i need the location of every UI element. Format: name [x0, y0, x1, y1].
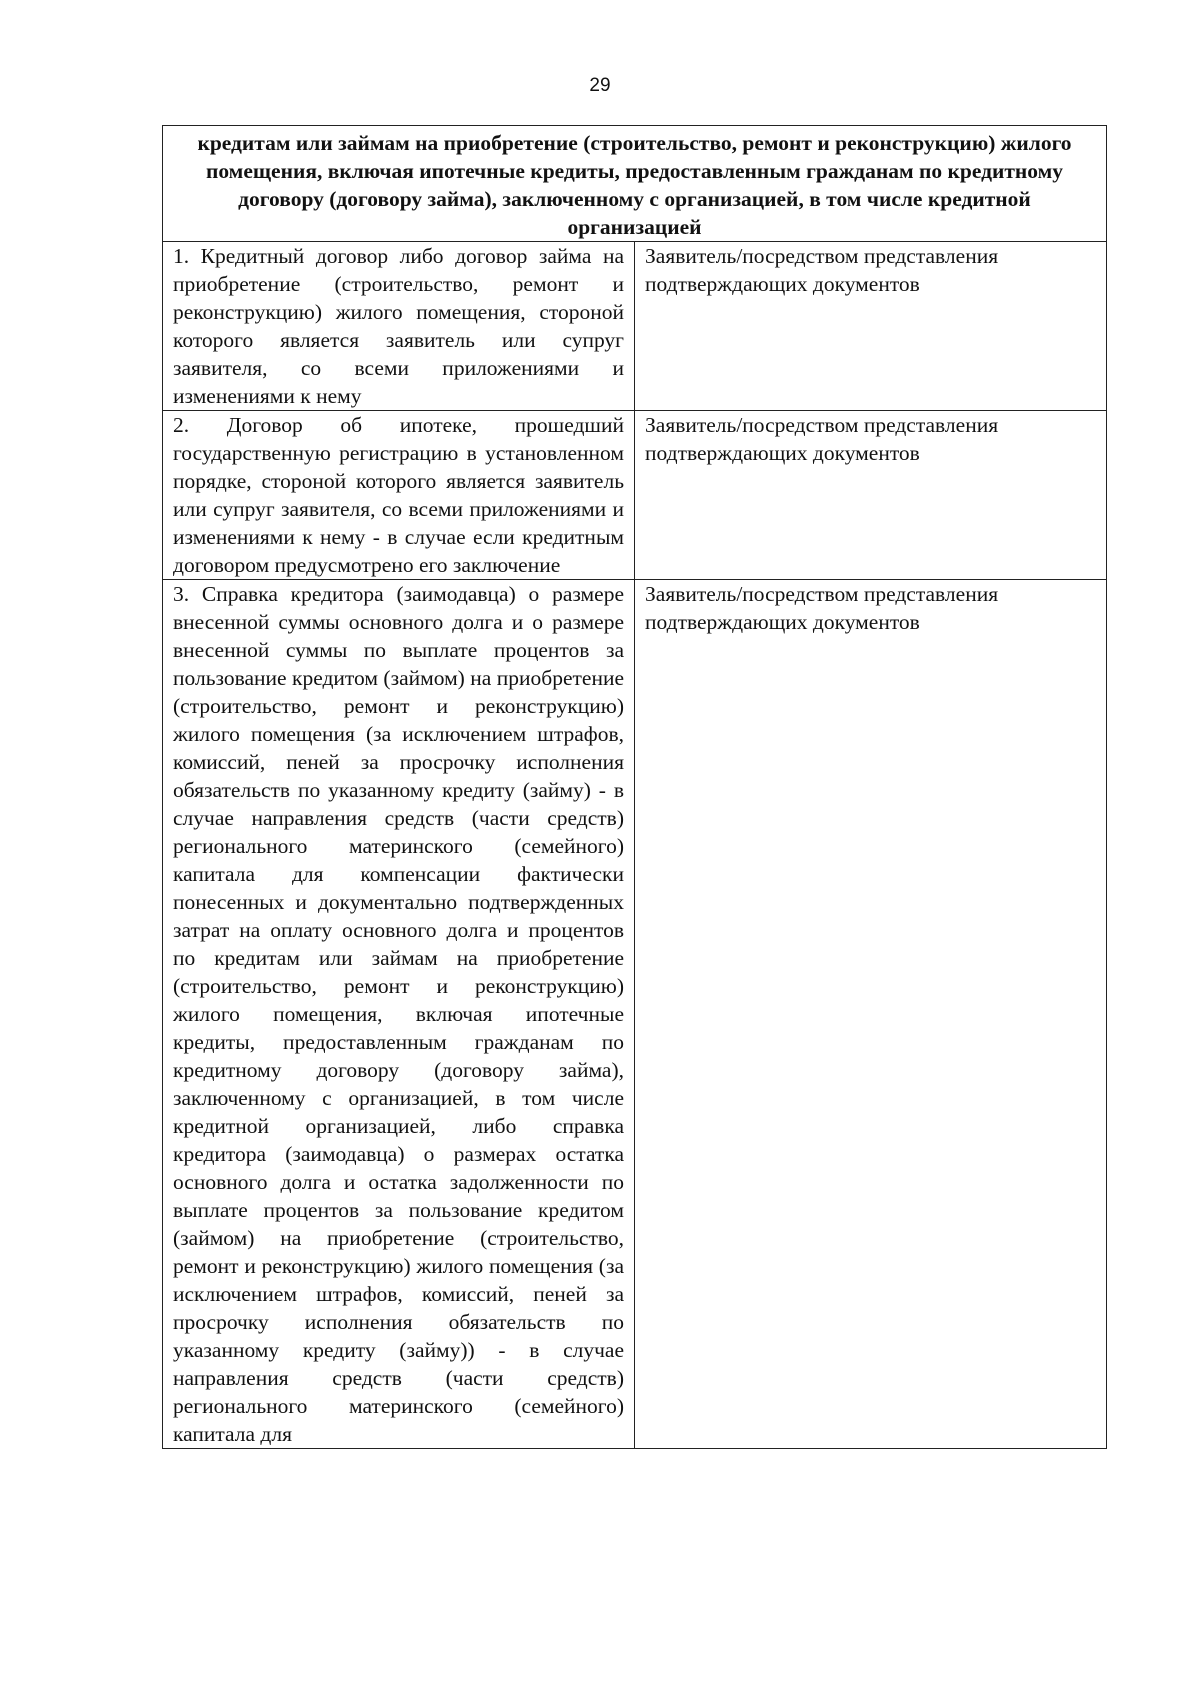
table-row	[163, 580, 1107, 1449]
source-cell: Заявитель/посредством представления подтверждающих документов	[635, 242, 1107, 411]
document-cell: 2. Договор об ипотеке, прошедший государственную регистрацию в установленном порядке, стороной которого является заявитель или супруг заявителя, со всеми приложениями и изменениями к нему - в случае если кредитным договором предусмотрено его заключение	[163, 411, 635, 580]
document-cell: 3. Справка кредитора (заимодавца) о размере внесенной суммы основного долга и о размере внесенной суммы по выплате процентов за пользование кредитом (займом) на приобретение (строительство, ремонт и реконструкцию) жилого помещения (за исключением штрафов, комиссий, пеней за просрочку исполнения обязательств по указанному кредиту (займу) - в случае направления средств (части средств) регионального материнского (семейного) капитала для компенсации фактически понесенных и документально подтвержденных затрат на оплату основного долга и процентов по кредитам или займам на приобретение (строительство, ремонт и реконструкцию) жилого помещения, включая ипотечные кредиты, предоставленным гражданам по кредитному договору (договору займа), заключенному с организацией, в том числе кредитной организацией, либо справка кредитора (заимодавца) о размерах остатка основного долга и остатка задолженности по выплате процентов за пользование кредитом (займом) на приобретение (строительство, ремонт и реконструкцию) жилого помещения (за исключением штрафов, комиссий, пеней за просрочку исполнения обязательств по указанному кредиту (займу)) - в случае направления средств (части средств) регионального материнского (семейного) капитала для	[163, 580, 635, 1449]
document-cell: 1. Кредитный договор либо договор займа на приобретение (строительство, ремонт и реконструкцию) жилого помещения, стороной которого является заявитель или супруг заявителя, со всеми приложениями и изменениями к нему	[163, 242, 635, 411]
source-cell: Заявитель/посредством представления подтверждающих документов	[635, 580, 1107, 1449]
page-number: 29	[589, 75, 611, 96]
table-row	[163, 411, 1107, 580]
source-cell: Заявитель/посредством представления подтверждающих документов	[635, 411, 1107, 580]
table-section-heading: кредитам или займам на приобретение (строительство, ремонт и реконструкцию) жилого помещения, включая ипотечные кредиты, предоставленным гражданам по кредитному договору (договору займа), заключенному с организацией, в том числе кредитной организацией	[163, 126, 1107, 242]
table-row	[163, 242, 1107, 411]
table-header-row	[163, 126, 1107, 242]
documents-table	[162, 125, 1107, 1449]
